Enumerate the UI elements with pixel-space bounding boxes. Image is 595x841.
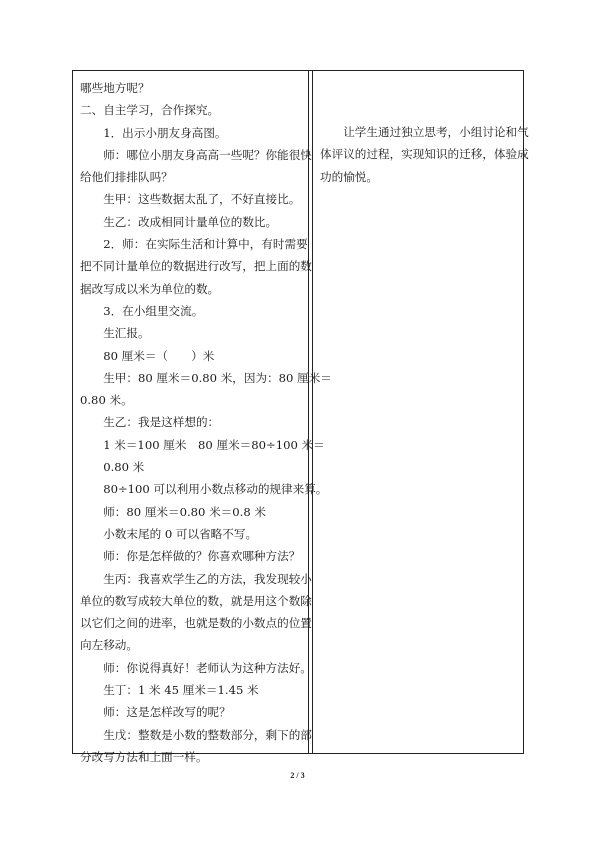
text-line: 80 厘米＝（ ）米 <box>103 348 215 363</box>
text-line: 生乙：改成相同计量单位的数比。 <box>103 214 278 229</box>
text-line: 让学生通过独立思考，小组讨论和气 <box>343 125 529 139</box>
text-line: 生汇报。 <box>103 326 150 341</box>
text-line: 分改写方法和上面一样。 <box>80 749 208 764</box>
text-line: 二、自主学习，合作探究。 <box>80 103 220 118</box>
text-line: 功的愉悦。 <box>320 169 378 184</box>
column-divider-inner <box>312 71 313 753</box>
text-line: 0.80 米。 <box>80 393 133 408</box>
text-line: 师：你是怎样做的？你喜欢哪种方法？ <box>103 549 301 564</box>
page-number: 2 / 3 <box>290 771 305 780</box>
lesson-table <box>72 70 529 764</box>
text-line: 把不同计量单位的数据进行改写，把上面的数 <box>80 259 312 274</box>
text-line: 生甲：这些数据太乱了，不好直接比。 <box>103 192 301 207</box>
design-intent-column <box>320 121 529 188</box>
text-line: 师：哪位小朋友身高高一些呢？你能很快 <box>103 147 312 162</box>
text-line: 据改写成以米为单位的数。 <box>80 281 220 296</box>
text-line: 师：你说得真好！老师认为这种方法好。 <box>103 660 312 675</box>
text-line: 单位的数写成较大单位的数，就是用这个数除 <box>80 593 312 608</box>
text-line: 1．出示小朋友身高图。 <box>103 125 227 140</box>
text-line: 0.80 米 <box>103 460 145 475</box>
text-line: 给他们排排队吗？ <box>80 170 173 185</box>
text-line: 生丁：1 米 45 厘米＝1.45 米 <box>103 683 259 698</box>
text-line: 生甲：80 厘米＝0.80 米，因为：80 厘米＝ <box>103 370 332 385</box>
text-line: 生丙：我喜欢学生乙的方法，我发现较小 <box>103 571 312 586</box>
column-divider <box>308 71 309 753</box>
text-line: 向左移动。 <box>80 638 138 653</box>
text-line: 以它们之间的进率，也就是数的小数点的位置 <box>80 616 312 631</box>
text-line: 哪些地方呢？ <box>80 81 150 95</box>
text-line: 生戊：整数是小数的整数部分，剩下的部 <box>103 727 312 742</box>
text-line: 生乙：我是这样想的： <box>103 415 220 430</box>
text-line: 小数末尾的 0 可以省略不写。 <box>103 526 258 541</box>
text-line: 80÷100 可以利用小数点移动的规律来算。 <box>103 482 328 497</box>
text-line: 2．师：在实际生活和计算中，有时需要 <box>103 237 308 252</box>
text-line: 体评议的过程，实现知识的迁移，体验成 <box>320 147 529 162</box>
text-line: 3．在小组里交流。 <box>103 303 204 318</box>
text-line: 1 米＝100 厘米 80 厘米＝80÷100 米＝ <box>103 437 325 452</box>
teaching-process-column <box>80 77 332 768</box>
text-line: 师：80 厘米＝0.80 米＝0.8 米 <box>103 504 266 519</box>
text-line: 师：这是怎样改写的呢？ <box>103 705 231 720</box>
